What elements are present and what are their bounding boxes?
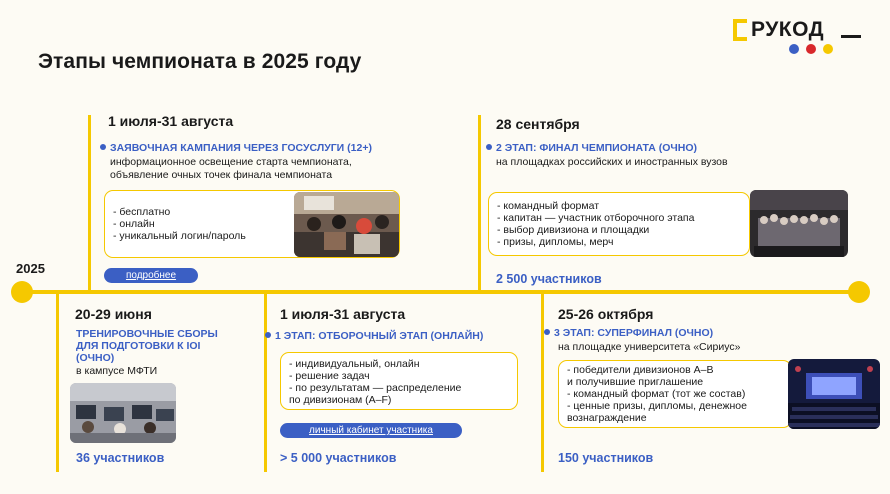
s1-title-text: ЗАЯВОЧНАЯ КАМПАНИЯ ЧЕРЕЗ ГОСУСЛУГИ (12+) [110,142,372,154]
s3-count: 36 участников [76,451,165,465]
s5-title-text: 3 ЭТАП: СУПЕРФИНАЛ (ОЧНО) [554,327,714,339]
s2-item: - капитан — участник отборочного этапа [497,212,695,224]
s2-title-text: 2 ЭТАП: ФИНАЛ ЧЕМПИОНАТА (ОЧНО) [496,142,698,154]
rukod-logo [733,16,863,58]
s2-title [486,142,697,154]
s4-item: - решение задач [289,370,370,382]
connector-s2 [478,115,481,291]
s1-item: - онлайн [113,218,155,230]
team-group-photo [750,190,848,257]
s4-date: 1 июля-31 августа [280,306,406,322]
logo-text: РУКОД [751,18,825,41]
s5-item: и получившие приглашение [567,376,704,388]
auditorium-photo [788,359,880,429]
s3-title [76,328,218,364]
timeline-end-dot [848,281,870,303]
s5-count: 150 участников [558,451,654,465]
classroom-photo [294,192,399,257]
s4-item: - по результатам — распределение [289,382,462,394]
s5-box [558,360,792,428]
s3-title-line: ДЛЯ ПОДГОТОВКИ К IOI [76,340,201,352]
bullet-icon [100,144,106,150]
s3-title-line: (ОЧНО) [76,352,115,364]
s5-desc: на площадке университета «Сириус» [558,341,741,353]
s5-item: - победители дивизионов A–B [567,364,714,376]
connector-s3 [56,292,59,472]
s1-title [100,142,372,154]
logo-dot-red [806,44,816,54]
s1-item: - уникальный логин/пароль [113,230,246,242]
s1-desc [110,156,352,182]
s1-more-button[interactable]: подробнее [104,268,198,283]
timeline-year: 2025 [16,261,45,276]
s2-item: - командный формат [497,200,600,212]
s5-item: - командный формат (тот же состав) [567,388,746,400]
s1-date: 1 июля-31 августа [108,113,234,129]
bullet-icon [265,332,271,338]
s3-title-line: ТРЕНИРОВОЧНЫЕ СБОРЫ [76,328,218,340]
page-title: Этапы чемпионата в 2025 году [38,50,362,73]
s4-item: - индивидуальный, онлайн [289,358,420,370]
logo-dot-yellow [823,44,833,54]
s2-date: 28 сентября [496,116,580,132]
personal-account-button[interactable]: личный кабинет участника [280,423,462,438]
s5-title [544,327,713,339]
s4-title-text: 1 ЭТАП: ОТБОРОЧНЫЙ ЭТАП (ОНЛАЙН) [275,330,484,342]
students-computers-photo [70,383,176,443]
bullet-icon [486,144,492,150]
connector-s4 [264,292,267,472]
s1-item: - бесплатно [113,206,171,218]
s1-desc-line: объявление очных точек финала чемпионата [110,169,333,181]
s5-date: 25-26 октября [558,306,654,322]
connector-s1 [88,115,91,291]
s5-item: вознаграждение [567,412,647,424]
s2-item: - призы, дипломы, мерч [497,236,614,248]
timeline-start-dot [11,281,33,303]
timeline-line [22,290,860,294]
s3-desc: в кампусе МФТИ [76,365,158,377]
s4-box [280,352,518,410]
connector-s5 [541,292,544,472]
s5-item: - ценные призы, дипломы, денежное [567,400,747,412]
s4-title [265,330,483,342]
bullet-icon [544,329,550,335]
s1-desc-line: информационное освещение старта чемпионата, [110,156,352,168]
logo-dot-blue [789,44,799,54]
s3-date: 20-29 июня [75,306,152,322]
logo-bracket-icon [733,19,747,41]
s2-item: - выбор дивизиона и площадки [497,224,650,236]
s2-box [488,192,750,256]
logo-underscore [841,35,861,38]
s2-count: 2 500 участников [496,272,602,286]
s4-item: по дивизионам (A–F) [289,394,392,406]
s4-count: > 5 000 участников [280,451,397,465]
s2-desc: на площадках российских и иностранных вузов [496,156,728,168]
